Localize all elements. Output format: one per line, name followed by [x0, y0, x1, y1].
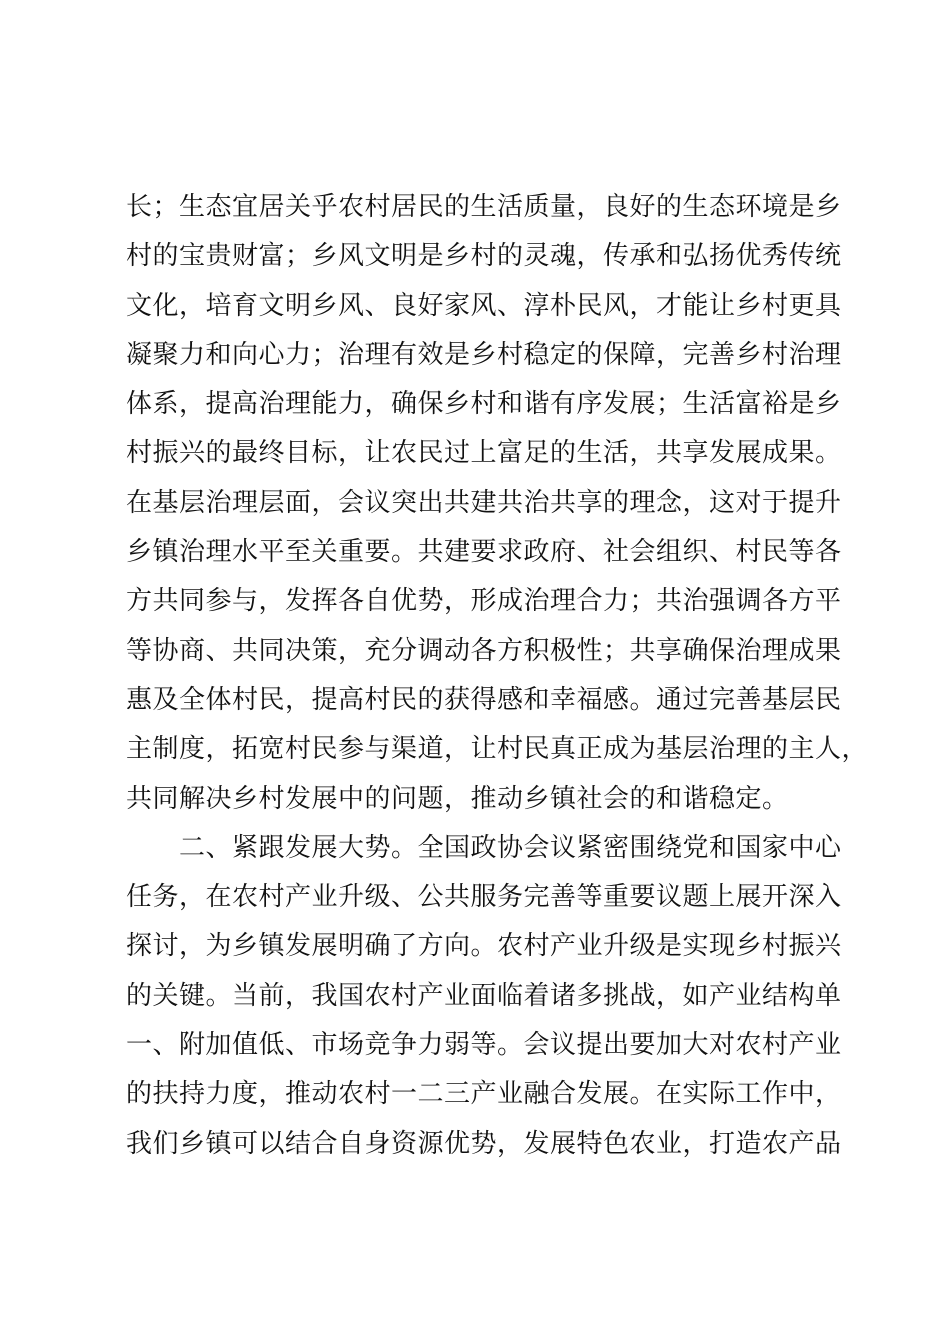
text-line: 村的宝贵财富；乡风文明是乡村的灵魂，传承和弘扬优秀传统 [126, 241, 842, 272]
text-line: 的扶持力度，推动农村一二三产业融合发展。在实际工作中， [126, 1079, 842, 1110]
text-line: 凝聚力和向心力；治理有效是乡村稳定的保障，完善乡村治理 [126, 339, 842, 370]
body-text [126, 183, 869, 1169]
text-line: 在基层治理层面，会议突出共建共治共享的理念，这对于提升 [126, 487, 842, 518]
text-line: 惠及全体村民，提高村民的获得感和幸福感。通过完善基层民 [126, 684, 842, 715]
text-line: 文化，培育文明乡风、良好家风、淳朴民风，才能让乡村更具 [126, 290, 842, 321]
text-line: 等协商、共同决策，充分调动各方积极性；共享确保治理成果 [126, 635, 842, 666]
text-line: 的关键。当前，我国农村产业面临着诸多挑战，如产业结构单 [126, 980, 842, 1011]
text-line: 探讨，为乡镇发展明确了方向。农村产业升级是实现乡村振兴 [126, 931, 842, 962]
text-line: 方共同参与，发挥各自优势，形成治理合力；共治强调各方平 [126, 586, 842, 617]
text-line: 任务，在农村产业升级、公共服务完善等重要议题上展开深入 [126, 882, 842, 913]
section-heading-line: 二、紧跟发展大势。全国政协会议紧密围绕党和国家中心 [126, 832, 842, 863]
text-line: 我们乡镇可以结合自身资源优势，发展特色农业，打造农产品 [126, 1128, 842, 1159]
text-line: 体系，提高治理能力，确保乡村和谐有序发展；生活富裕是乡 [126, 389, 842, 420]
text-line: 村振兴的最终目标，让农民过上富足的生活，共享发展成果。 [126, 438, 842, 469]
text-line: 共同解决乡村发展中的问题，推动乡镇社会的和谐稳定。 [126, 783, 789, 814]
text-line: 主制度，拓宽村民参与渠道，让村民真正成为基层治理的主人， [126, 734, 869, 765]
text-line: 长；生态宜居关乎农村居民的生活质量，良好的生态环境是乡 [126, 192, 842, 222]
text-line: 一、附加值低、市场竞争力弱等。会议提出要加大对农村产业 [126, 1030, 842, 1061]
text-line: 乡镇治理水平至关重要。共建要求政府、社会组织、村民等各 [126, 537, 842, 568]
